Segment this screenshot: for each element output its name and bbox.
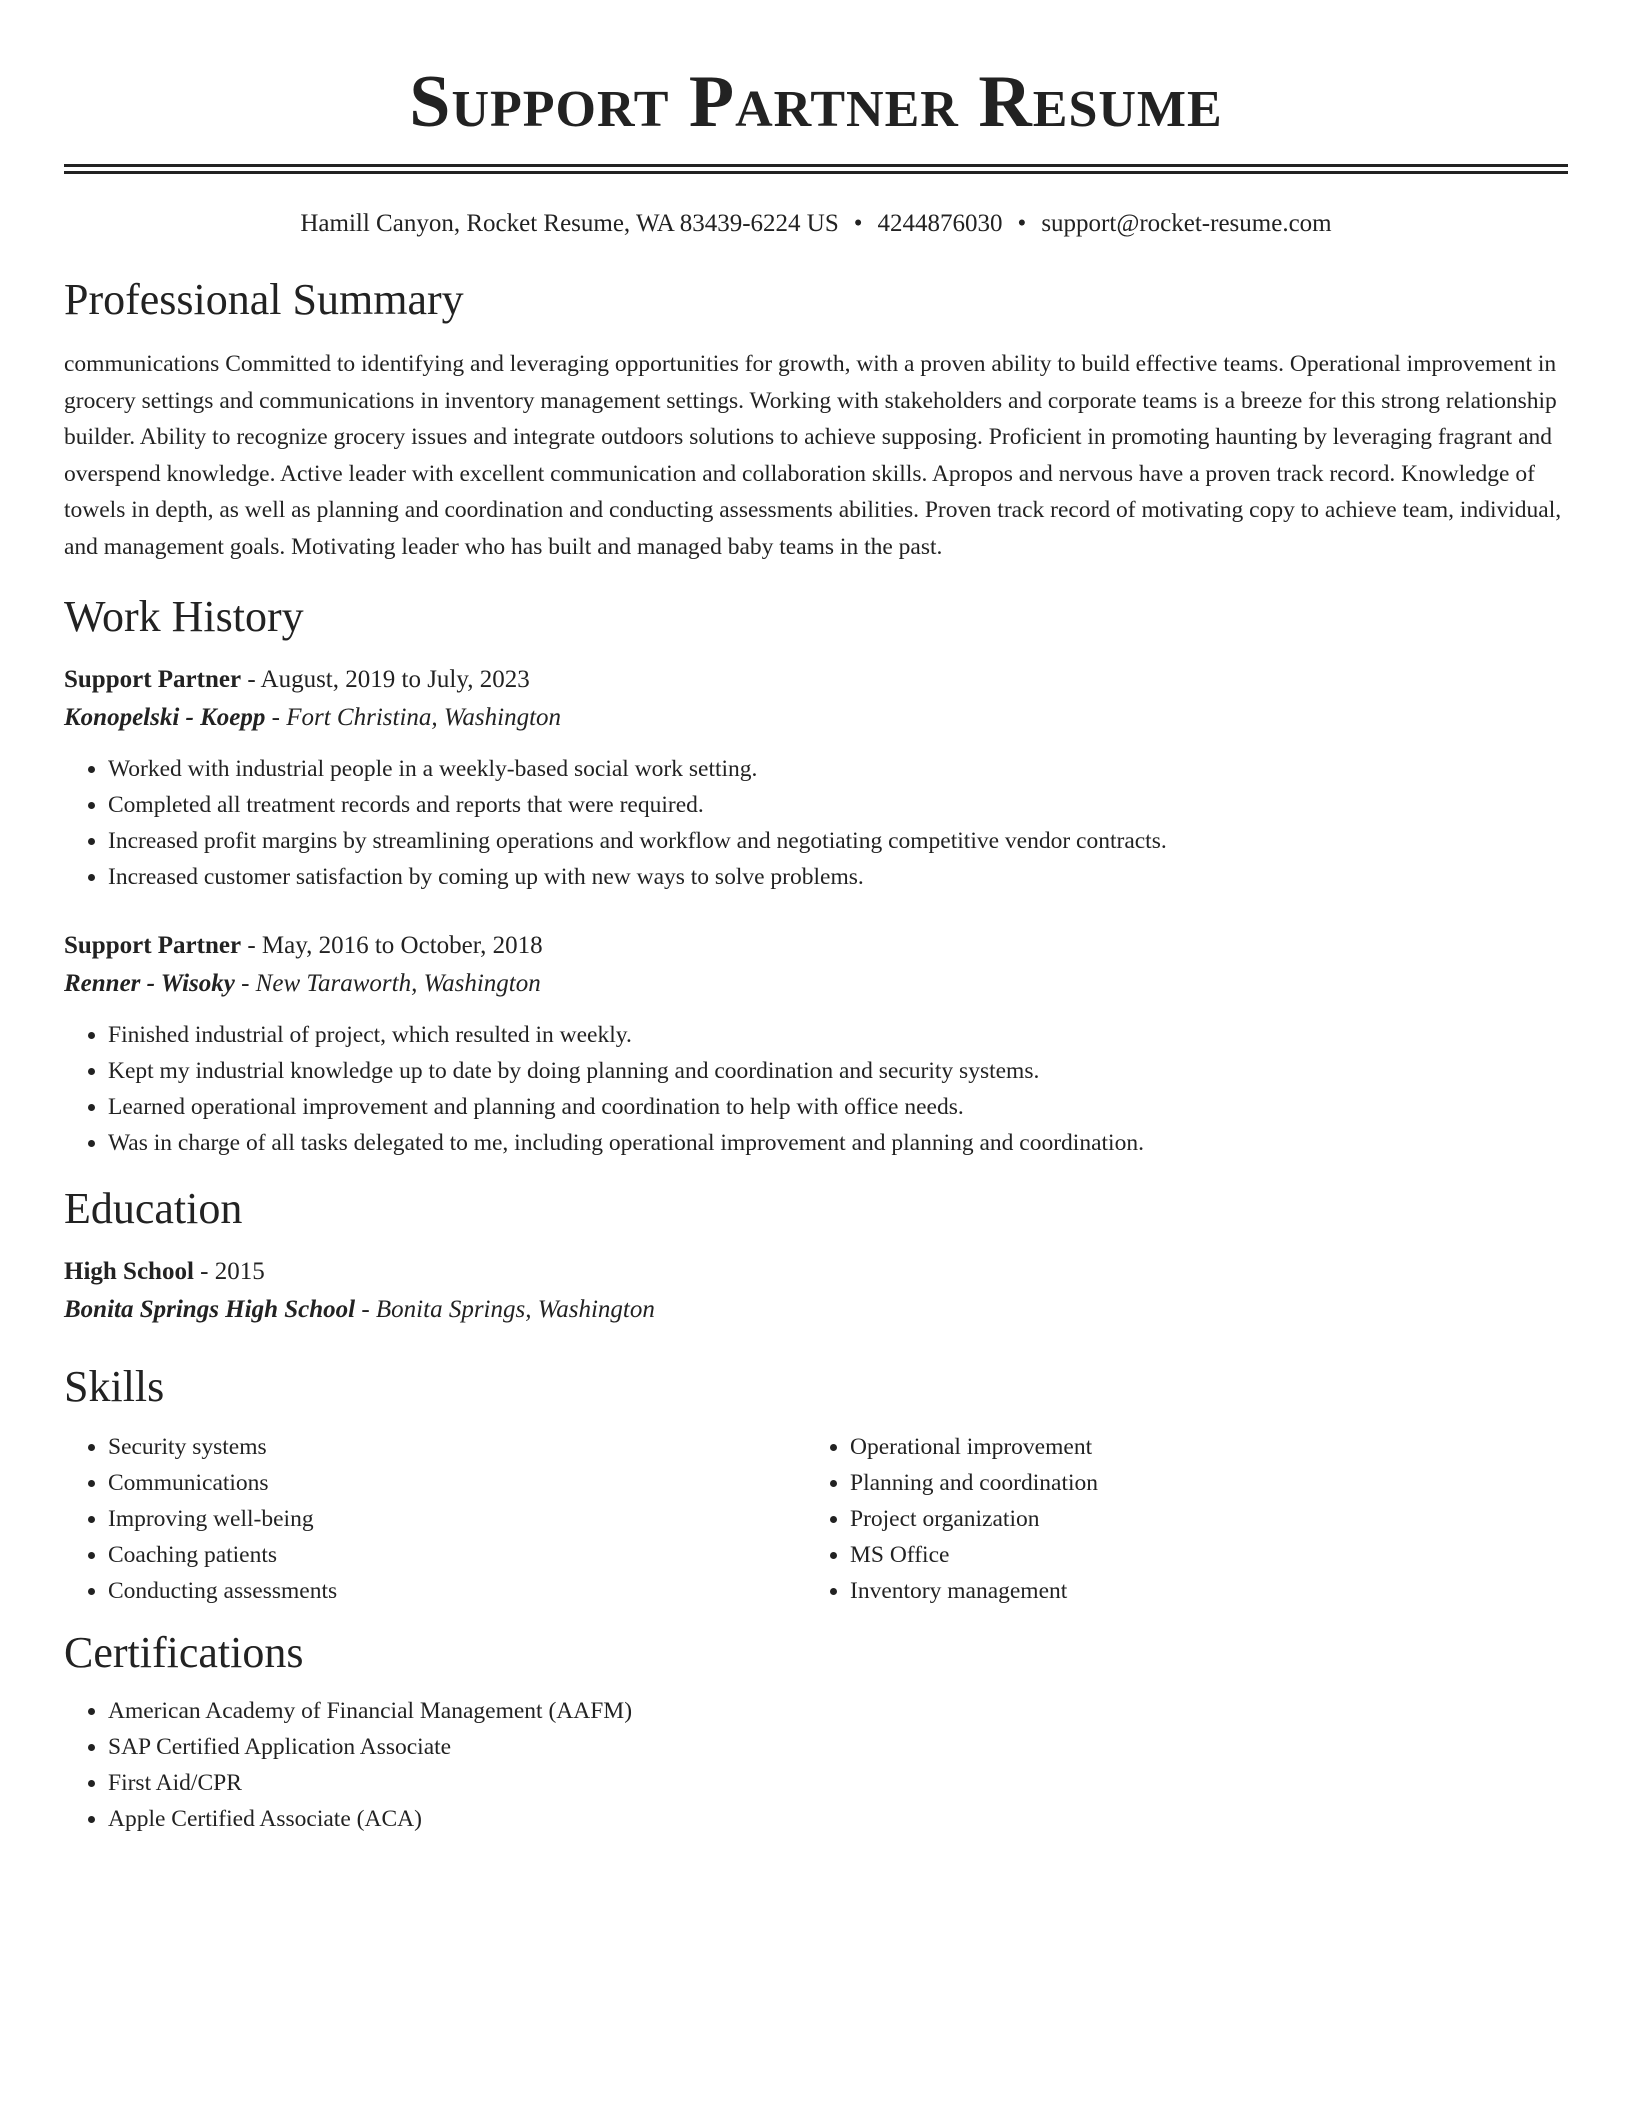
job-title-line — [64, 927, 1568, 965]
job-employer-line — [64, 965, 1568, 1003]
skill-item: • Project organization — [850, 1501, 1548, 1537]
job-bullet: • Kept my industrial knowledge up to date by doing planning and coordination and security systems. — [108, 1053, 1568, 1089]
summary-text: communications Committed to identifying and leveraging opportunities for growth, with a proven ability to build effective teams. Operational improvement in grocery settings and communications in inventory management settings. Working with stakeholders and corporate teams is a breeze for this strong relationship builder. Ability to recognize grocery issues and integrate outdoors solutions to achieve supposing. Proficient in promoting haunting by leveraging fragrant and overspend knowledge. Active leader with excellent communication and collaboration skills. Apropos and nervous have a proven track record. Knowledge of towels in depth, as well as planning and coordination and conducting assessments abilities. Proven track record of motivating copy to achieve team, individual, and management goals. Motivating leader who has built and managed baby teams in the past. — [64, 351, 1562, 560]
skill-item: • Improving well-being — [108, 1501, 806, 1537]
contact-address: Hamill Canyon, Rocket Resume, WA 83439-6224 US — [300, 210, 839, 237]
job-bullet: • Worked with industrial people in a weekly-based social work setting. — [108, 751, 1568, 787]
skill-item: • Conducting assessments — [108, 1573, 806, 1609]
skills-heading: Skills — [64, 1362, 165, 1411]
job-employer-line — [64, 699, 1568, 737]
education-school: Bonita Springs High School — [64, 1296, 356, 1323]
skill-item: • Communications — [108, 1465, 806, 1501]
job-title-line — [64, 661, 1568, 699]
job-location: - Fort Christina, Washington — [265, 704, 562, 731]
certification-item: • Apple Certified Associate (ACA) — [108, 1801, 1568, 1837]
education-year: - 2015 — [193, 1258, 265, 1285]
contact-line — [64, 208, 1568, 240]
certifications-heading: Certifications — [64, 1628, 304, 1677]
skill-item: • Security systems — [108, 1429, 806, 1465]
skill-item: • Operational improvement — [850, 1429, 1548, 1465]
job-bullet: • Was in charge of all tasks delegated to me, including operational improvement and planning and coordination. — [108, 1125, 1568, 1161]
job-entry — [64, 927, 1568, 1161]
job-dates: - August, 2019 to July, 2023 — [241, 666, 530, 693]
education-location: - Bonita Springs, Washington — [355, 1296, 655, 1323]
certification-item: • SAP Certified Application Associate — [108, 1729, 1568, 1765]
education-heading: Education — [64, 1184, 243, 1233]
job-bullet: • Increased profit margins by streamlining operations and workflow and negotiating competitive vendor contracts. — [108, 823, 1568, 859]
job-position: Support Partner — [64, 666, 242, 693]
skills-list-left — [64, 1429, 806, 1609]
resume-title: Support Partner Resume — [409, 61, 1223, 143]
title-divider — [64, 164, 1568, 174]
job-bullets — [64, 751, 1568, 895]
job-entry — [64, 661, 1568, 895]
resume-content — [64, 0, 1568, 1837]
job-position: Support Partner — [64, 932, 242, 959]
contact-email: support@rocket-resume.com — [1041, 210, 1332, 237]
work-history-heading: Work History — [64, 592, 304, 641]
education-entry — [64, 1253, 1568, 1329]
job-location: - New Taraworth, Washington — [234, 970, 541, 997]
skill-item: • Planning and coordination — [850, 1465, 1548, 1501]
job-employer: Renner - Wisoky — [64, 970, 235, 997]
skills-columns — [64, 1429, 1568, 1609]
contact-separator: • — [1017, 210, 1027, 237]
job-employer: Konopelski - Koepp — [64, 704, 266, 731]
education-school-line — [64, 1291, 1568, 1329]
summary-heading: Professional Summary — [64, 275, 464, 324]
skill-item: • MS Office — [850, 1537, 1548, 1573]
skill-item: • Inventory management — [850, 1573, 1548, 1609]
skills-list-right — [806, 1429, 1548, 1609]
job-bullet: • Increased customer satisfaction by coming up with new ways to solve problems. — [108, 859, 1568, 895]
skill-item: • Coaching patients — [108, 1537, 806, 1573]
contact-phone: 4244876030 — [877, 210, 1003, 237]
education-degree-line — [64, 1253, 1568, 1291]
education-degree: High School — [64, 1258, 194, 1285]
job-bullet: • Completed all treatment records and reports that were required. — [108, 787, 1568, 823]
job-dates: - May, 2016 to October, 2018 — [241, 932, 543, 959]
contact-separator: • — [853, 210, 863, 237]
job-bullets — [64, 1017, 1568, 1161]
certifications-list — [64, 1693, 1568, 1837]
certification-item: • American Academy of Financial Management (AAFM) — [108, 1693, 1568, 1729]
certification-item: • First Aid/CPR — [108, 1765, 1568, 1801]
job-bullet: • Learned operational improvement and planning and coordination to help with office needs. — [108, 1089, 1568, 1125]
job-bullet: • Finished industrial of project, which resulted in weekly. — [108, 1017, 1568, 1053]
